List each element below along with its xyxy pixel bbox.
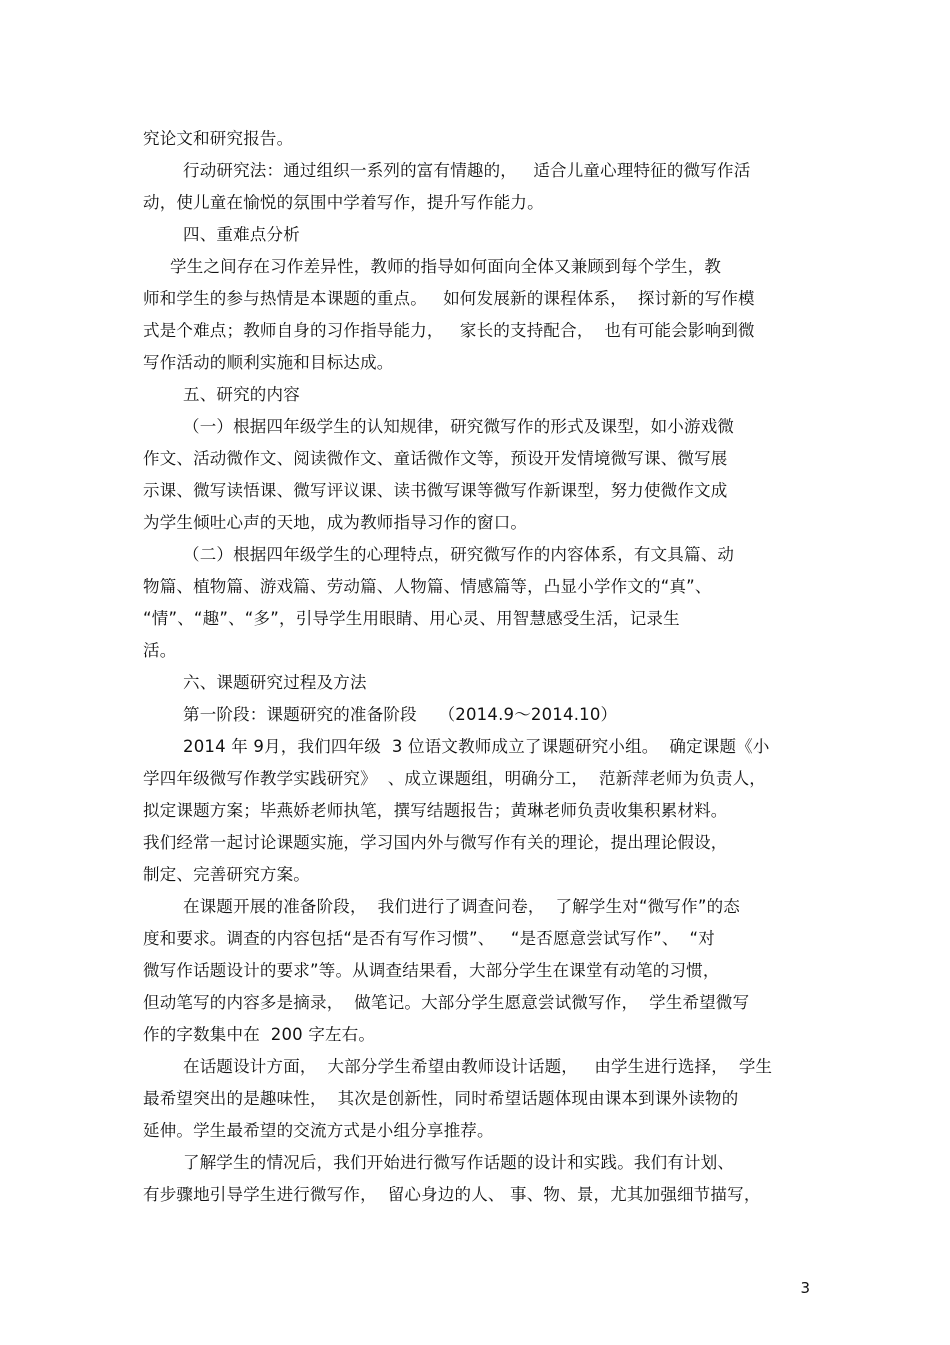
text-line: 作的字数集中在 200 字左右。 (143, 1025, 376, 1044)
text-line: 2014 年 9月，我们四年级 3 位语文教师成立了课题研究小组。 确定课题《小 (183, 737, 770, 756)
text-line: 学四年级微写作教学实践研究》 、成立课题组，明确分工， 范新萍老师为负责人， (143, 769, 766, 788)
text-line: 在课题开展的准备阶段， 我们进行了调查问卷， 了解学生对“微写作”的态 (183, 897, 740, 916)
text-line: 制定、完善研究方案。 (143, 865, 310, 884)
text-line: “情”、“趣”、“多”，引导学生用眼睛、用心灵、用智慧感受生活，记录生 (143, 609, 680, 628)
text-line: 示课、微写读悟课、微写评议课、读书微写课等微写作新课型，努力使微作文成 (143, 481, 728, 500)
text-line: 微写作话题设计的要求”等。从调查结果看，大部分学生在课堂有动笔的习惯， (143, 961, 720, 980)
text-line: 行动研究法：通过组织一系列的富有情趣的， 适合儿童心理特征的微写作活 (183, 161, 751, 180)
text-line: 师和学生的参与热情是本课题的重点。 如何发展新的课程体系， 探讨新的写作模 (143, 289, 755, 308)
text-line: （二）根据四年级学生的心理特点，研究微写作的内容体系，有文具篇、动 (183, 545, 735, 564)
text-line: 为学生倾吐心声的天地，成为教师指导习作的窗口。 (143, 513, 528, 532)
text-line: 写作活动的顺利实施和目标达成。 (143, 353, 394, 372)
text-line: 延伸。学生最希望的交流方式是小组分享推荐。 (143, 1121, 494, 1140)
text-line: 式是个难点；教师自身的习作指导能力， 家长的支持配合， 也有可能会影响到微 (143, 321, 755, 340)
text-line: 但动笔写的内容多是摘录， 做笔记。大部分学生愿意尝试微写作， 学生希望微写 (143, 993, 750, 1012)
text-line: 拟定课题方案；毕燕娇老师执笔，撰写结题报告；黄琳老师负责收集积累材料。 (143, 801, 728, 820)
section-heading: 四、重难点分析 (183, 225, 300, 244)
text-line: 在话题设计方面， 大部分学生希望由教师设计话题， 由学生进行选择， 学生 (183, 1057, 773, 1076)
text-line: 究论文和研究报告。 (143, 129, 294, 148)
text-line: （一）根据四年级学生的认知规律，研究微写作的形式及课型，如小游戏微 (183, 417, 735, 436)
text-line: 度和要求。调查的内容包括“是否有写作习惯”、 “是否愿意尝试写作”、 “对 (143, 929, 715, 948)
section-heading: 五、研究的内容 (183, 385, 300, 404)
text-line: 有步骤地引导学生进行微写作， 留心身边的人、 事、物、景，尤其加强细节描写， (143, 1185, 761, 1204)
text-line: 物篇、植物篇、游戏篇、劳动篇、人物篇、情感篇等，凸显小学作文的“真”、 (143, 577, 712, 596)
text-line: 作文、活动微作文、阅读微作文、童话微作文等，预设开发情境微写课、微写展 (143, 449, 728, 468)
section-heading: 六、课题研究过程及方法 (183, 673, 367, 692)
text-line: 动，使儿童在愉悦的氛围中学着写作，提升写作能力。 (143, 193, 544, 212)
page-number: 3 (800, 1279, 810, 1297)
text-line: 最希望突出的是趣味性， 其次是创新性，同时希望话题体现由课本到课外读物的 (143, 1089, 739, 1108)
text-line: 活。 (143, 641, 177, 660)
text-line: 了解学生的情况后，我们开始进行微写作话题的设计和实践。我们有计划、 (183, 1153, 735, 1172)
text-line: 学生之间存在习作差异性，教师的指导如何面向全体又兼顾到每个学生，教 (170, 257, 722, 276)
text-line: 第一阶段：课题研究的准备阶段 （2014.9～2014.10） (183, 705, 618, 724)
text-line: 我们经常一起讨论课题实施，学习国内外与微写作有关的理论，提出理论假设， (143, 833, 728, 852)
